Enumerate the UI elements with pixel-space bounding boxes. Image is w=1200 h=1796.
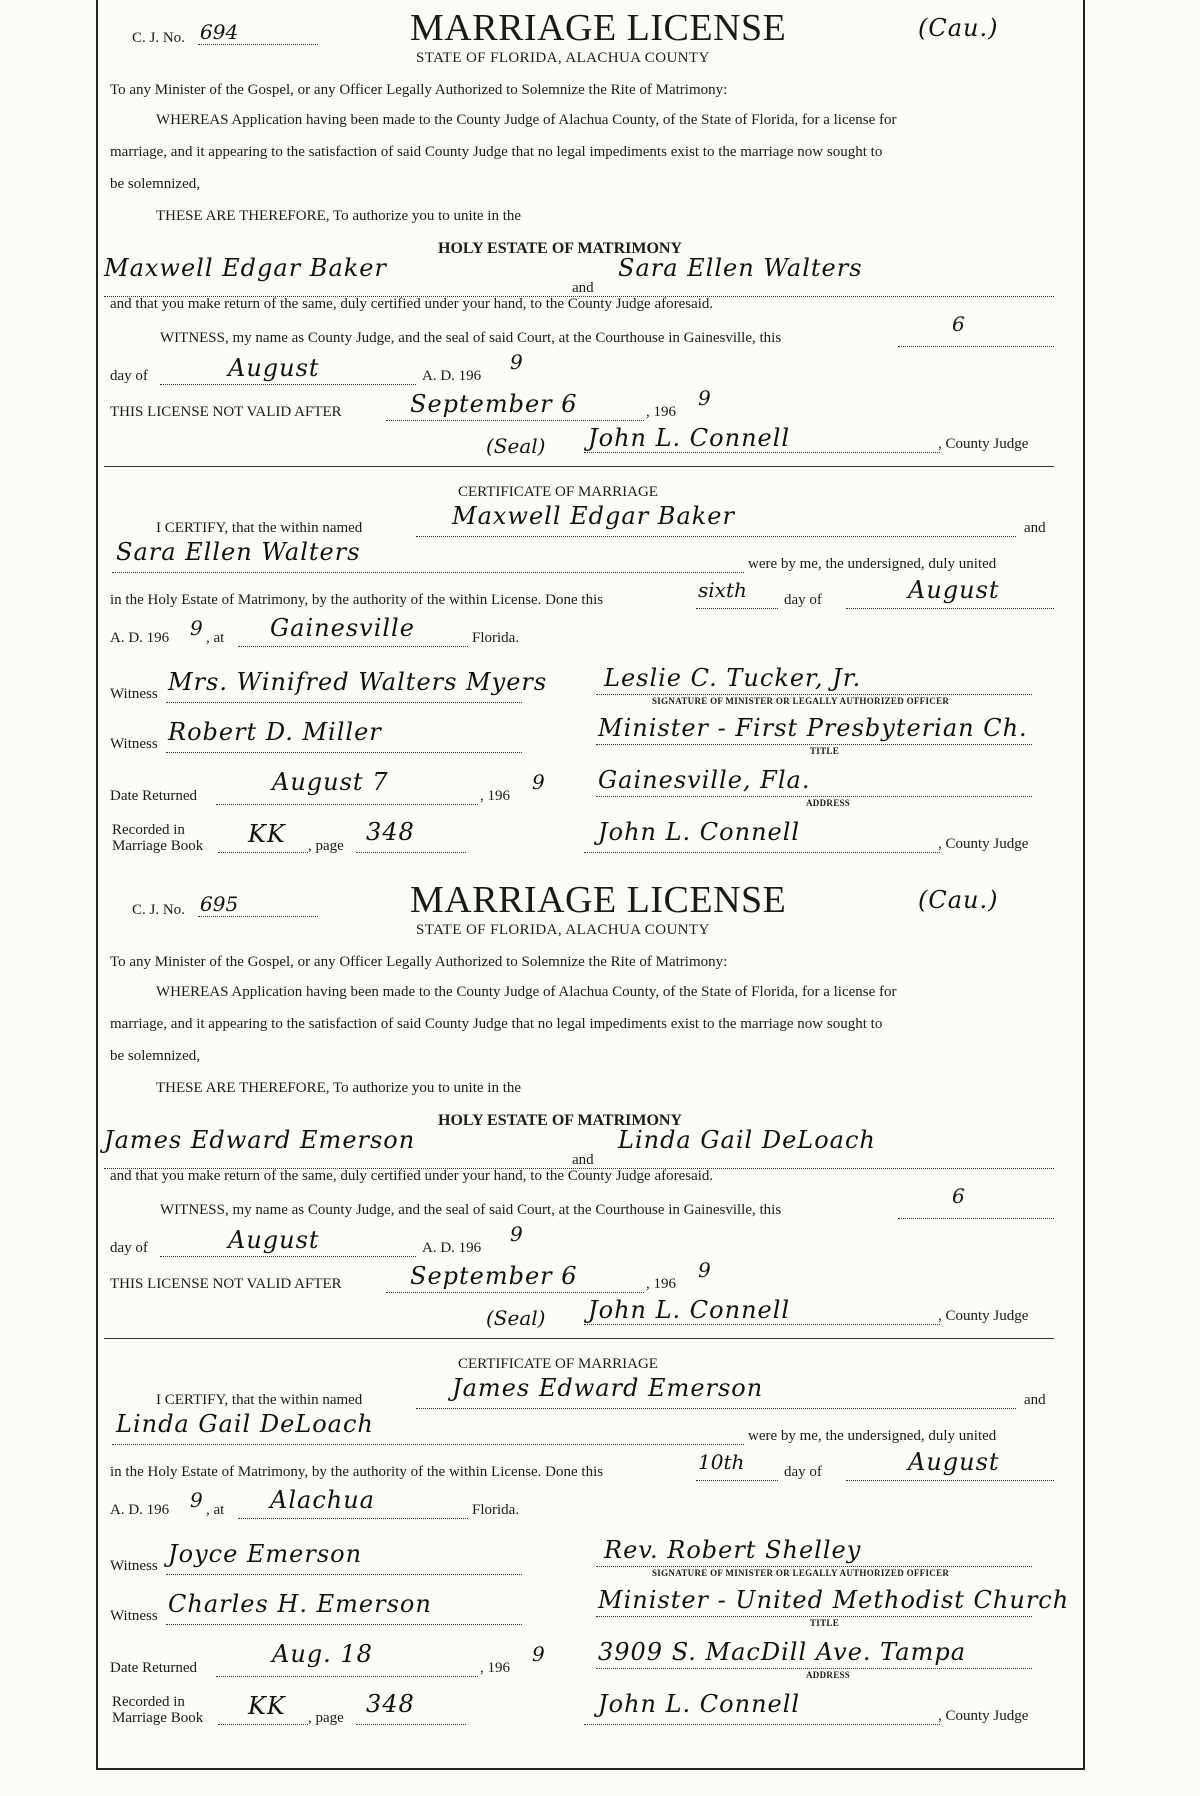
cj-number-label: C. J. No.	[132, 30, 185, 46]
witness1-name: Mrs. Winifred Walters Myers	[168, 668, 548, 696]
officer-signature: Rev. Robert Shelley	[604, 1536, 862, 1564]
marriage-license-form-2	[0, 872, 1200, 1742]
county-judge-label-2: , County Judge	[938, 1708, 1029, 1724]
witness-day: 6	[952, 1184, 965, 1208]
cert-groom-line	[416, 1408, 1016, 1409]
return-line: and that you make return of the same, duly certified under your hand, to the County Judge aforesaid.	[110, 1168, 714, 1184]
cj-number-label: C. J. No.	[132, 902, 185, 918]
page-line	[356, 852, 466, 853]
month-line	[160, 1256, 416, 1257]
not-valid-label: THIS LICENSE NOT VALID AFTER	[110, 1276, 342, 1292]
cert-and-word: and	[1024, 520, 1046, 536]
returned-year-digit: 9	[532, 770, 545, 794]
address-caption: ADDRESS	[806, 1670, 851, 1680]
license-subtitle: STATE OF FLORIDA, ALACHUA COUNTY	[416, 922, 710, 938]
month-value: August	[228, 1226, 320, 1254]
ad-label: A. D. 196	[422, 1240, 482, 1256]
and-word: and	[572, 280, 594, 296]
not-valid-line	[386, 1292, 644, 1293]
done-day: 10th	[698, 1450, 745, 1474]
cert-year-digit: 9	[190, 1488, 203, 1512]
holy-estate-line: in the Holy Estate of Matrimony, by the authority of the within License. Done this	[110, 592, 604, 608]
recorded-in-label: Recorded in	[112, 822, 185, 838]
county-judge-label-2: , County Judge	[938, 836, 1029, 852]
cj-number-line	[198, 44, 318, 45]
whereas-line-3: be solemnized,	[110, 176, 200, 192]
at-label: , at	[206, 1502, 225, 1518]
whereas-line-1: WHEREAS Application having been made to the County Judge of Alachua County, of the State of Florida, for a license for	[156, 112, 897, 128]
title-caption: TITLE	[810, 1618, 840, 1628]
address-caption: ADDRESS	[806, 798, 851, 808]
done-day-of-label: day of	[784, 1464, 822, 1480]
cj-number-value: 694	[200, 20, 239, 44]
cert-groom-name: Maxwell Edgar Baker	[452, 502, 735, 530]
license-subtitle: STATE OF FLORIDA, ALACHUA COUNTY	[416, 50, 710, 66]
witness2-name: Charles H. Emerson	[168, 1590, 432, 1618]
certify-label: I CERTIFY, that the within named	[156, 520, 363, 536]
united-label: were by me, the undersigned, duly united	[748, 1428, 997, 1444]
judge-signature-2-line	[584, 852, 940, 853]
seal-mark: (Seal)	[486, 434, 546, 458]
done-month-line	[846, 608, 1054, 609]
officer-title: Minister - United Methodist Church	[598, 1586, 1070, 1614]
book-line	[218, 852, 308, 853]
judge-signature: John L. Connell	[588, 424, 791, 452]
place-value: Alachua	[270, 1486, 375, 1514]
witness-day-line	[898, 1218, 1054, 1219]
witness-line: WITNESS, my name as County Judge, and the seal of said Court, at the Courthouse in Gainesville, this	[160, 330, 782, 346]
returned-year-label: , 196	[480, 788, 510, 804]
not-valid-year-label: , 196	[646, 404, 676, 420]
place-line	[238, 1518, 468, 1519]
groom-name: James Edward Emerson	[104, 1126, 416, 1154]
day-of-label: day of	[110, 1240, 148, 1256]
page-label: , page	[308, 1710, 344, 1726]
not-valid-year-label: , 196	[646, 1276, 676, 1292]
book-value: KK	[248, 820, 286, 848]
whereas-line-2: marriage, and it appearing to the satisfaction of said County Judge that no legal impediments exist to the marriage now sought to	[110, 1016, 883, 1032]
date-returned-label: Date Returned	[110, 788, 198, 804]
not-valid-year-digit: 9	[698, 386, 711, 410]
florida-label: Florida.	[472, 630, 520, 646]
corner-note: (Cau.)	[918, 886, 999, 914]
marriage-license-form-1	[0, 0, 1200, 870]
place-value: Gainesville	[270, 614, 415, 642]
not-valid-date: September 6	[410, 1262, 578, 1290]
certificate-title: CERTIFICATE OF MARRIAGE	[458, 484, 658, 500]
seal-mark: (Seal)	[486, 1306, 546, 1330]
cert-bride-name: Sara Ellen Walters	[116, 538, 361, 566]
page-line	[356, 1724, 466, 1725]
done-day: sixth	[698, 578, 747, 602]
license-title: MARRIAGE LICENSE	[410, 879, 787, 921]
witness-line: WITNESS, my name as County Judge, and the seal of said Court, at the Courthouse in Gainesville, this	[160, 1202, 782, 1218]
judge-signature: John L. Connell	[588, 1296, 791, 1324]
done-day-line	[696, 608, 778, 609]
cert-bride-line	[112, 1444, 744, 1445]
holy-estate-heading: HOLY ESTATE OF MATRIMONY	[438, 240, 683, 257]
cert-ad-label: A. D. 196	[110, 630, 170, 646]
officer-address-line	[596, 1668, 1032, 1669]
return-line: and that you make return of the same, duly certified under your hand, to the County Judge aforesaid.	[110, 296, 714, 312]
done-month-line	[846, 1480, 1054, 1481]
cj-number-value: 695	[200, 892, 239, 916]
florida-label: Florida.	[472, 1502, 520, 1518]
whereas-line-1: WHEREAS Application having been made to the County Judge of Alachua County, of the State of Florida, for a license for	[156, 984, 897, 1000]
judge-signature-2: John L. Connell	[598, 818, 801, 846]
section-divider	[104, 1338, 1054, 1339]
judge-signature-line	[584, 1324, 940, 1325]
at-label: , at	[206, 630, 225, 646]
cert-bride-line	[112, 572, 744, 573]
therefore-line: THESE ARE THEREFORE, To authorize you to unite in the	[156, 208, 522, 224]
cert-groom-line	[416, 536, 1016, 537]
date-returned-value: Aug. 18	[272, 1640, 373, 1668]
groom-name: Maxwell Edgar Baker	[104, 254, 387, 282]
title-caption: TITLE	[810, 746, 840, 756]
witness1-line	[166, 702, 522, 703]
month-value: August	[228, 354, 320, 382]
cert-and-word: and	[1024, 1392, 1046, 1408]
year-digit: 9	[510, 1222, 523, 1246]
officer-title-line	[596, 744, 1032, 745]
book-line	[218, 1724, 308, 1725]
recorded-in-label: Recorded in	[112, 1694, 185, 1710]
date-returned-line	[216, 1676, 478, 1677]
address-line: To any Minister of the Gospel, or any Officer Legally Authorized to Solemnize the Rite of Matrimony:	[110, 82, 728, 98]
not-valid-date: September 6	[410, 390, 578, 418]
certify-label: I CERTIFY, that the within named	[156, 1392, 363, 1408]
ad-label: A. D. 196	[422, 368, 482, 384]
page-value: 348	[366, 1690, 415, 1718]
cert-bride-name: Linda Gail DeLoach	[116, 1410, 374, 1438]
therefore-line: THESE ARE THEREFORE, To authorize you to unite in the	[156, 1080, 522, 1096]
page-value: 348	[366, 818, 415, 846]
corner-note: (Cau.)	[918, 14, 999, 42]
judge-signature-2-line	[584, 1724, 940, 1725]
witness1-line	[166, 1574, 522, 1575]
marriage-book-label: Marriage Book	[112, 1710, 204, 1726]
officer-address-line	[596, 796, 1032, 797]
certificate-title: CERTIFICATE OF MARRIAGE	[458, 1356, 658, 1372]
judge-signature-line	[584, 452, 940, 453]
witness-day: 6	[952, 312, 965, 336]
cert-ad-label: A. D. 196	[110, 1502, 170, 1518]
cert-year-digit: 9	[190, 616, 203, 640]
united-label: were by me, the undersigned, duly united	[748, 556, 997, 572]
year-digit: 9	[510, 350, 523, 374]
license-title: MARRIAGE LICENSE	[410, 7, 787, 49]
not-valid-year-digit: 9	[698, 1258, 711, 1282]
bride-name: Sara Ellen Walters	[618, 254, 863, 282]
witness2-line	[166, 752, 522, 753]
day-of-label: day of	[110, 368, 148, 384]
signature-caption: SIGNATURE OF MINISTER OR LEGALLY AUTHORIZED OFFICER	[652, 1568, 950, 1578]
witness2-line	[166, 1624, 522, 1625]
not-valid-label: THIS LICENSE NOT VALID AFTER	[110, 404, 342, 420]
returned-year-label: , 196	[480, 1660, 510, 1676]
not-valid-line	[386, 420, 644, 421]
witness1-label: Witness	[110, 686, 158, 702]
place-line	[238, 646, 468, 647]
whereas-line-2: marriage, and it appearing to the satisfaction of said County Judge that no legal impediments exist to the marriage now sought to	[110, 144, 883, 160]
cert-groom-name: James Edward Emerson	[452, 1374, 764, 1402]
whereas-line-3: be solemnized,	[110, 1048, 200, 1064]
book-value: KK	[248, 1692, 286, 1720]
witness1-label: Witness	[110, 1558, 158, 1574]
holy-estate-heading: HOLY ESTATE OF MATRIMONY	[438, 1112, 683, 1129]
witness2-name: Robert D. Miller	[168, 718, 382, 746]
witness2-label: Witness	[110, 736, 158, 752]
witness1-name: Joyce Emerson	[168, 1540, 363, 1568]
marriage-book-label: Marriage Book	[112, 838, 204, 854]
cj-number-line	[198, 916, 318, 917]
county-judge-label: , County Judge	[938, 1308, 1029, 1324]
officer-signature-line	[596, 694, 1032, 695]
done-day-line	[696, 1480, 778, 1481]
officer-signature: Leslie C. Tucker, Jr.	[604, 664, 862, 692]
holy-estate-line: in the Holy Estate of Matrimony, by the authority of the within License. Done this	[110, 1464, 604, 1480]
page-label: , page	[308, 838, 344, 854]
bride-name: Linda Gail DeLoach	[618, 1126, 876, 1154]
section-divider	[104, 466, 1054, 467]
done-day-of-label: day of	[784, 592, 822, 608]
county-judge-label: , County Judge	[938, 436, 1029, 452]
done-month: August	[908, 1448, 1000, 1476]
judge-signature-2: John L. Connell	[598, 1690, 801, 1718]
address-line: To any Minister of the Gospel, or any Officer Legally Authorized to Solemnize the Rite of Matrimony:	[110, 954, 728, 970]
done-month: August	[908, 576, 1000, 604]
returned-year-digit: 9	[532, 1642, 545, 1666]
officer-signature-line	[596, 1566, 1032, 1567]
date-returned-value: August 7	[272, 768, 389, 796]
officer-title: Minister - First Presbyterian Ch.	[598, 714, 1028, 742]
signature-caption: SIGNATURE OF MINISTER OR LEGALLY AUTHORIZED OFFICER	[652, 696, 950, 706]
date-returned-line	[216, 804, 478, 805]
and-word: and	[572, 1152, 594, 1168]
date-returned-label: Date Returned	[110, 1660, 198, 1676]
month-line	[160, 384, 416, 385]
witness2-label: Witness	[110, 1608, 158, 1624]
witness-day-line	[898, 346, 1054, 347]
officer-address: Gainesville, Fla.	[598, 766, 811, 794]
officer-address: 3909 S. MacDill Ave. Tampa	[598, 1638, 967, 1666]
officer-title-line	[596, 1616, 1032, 1617]
